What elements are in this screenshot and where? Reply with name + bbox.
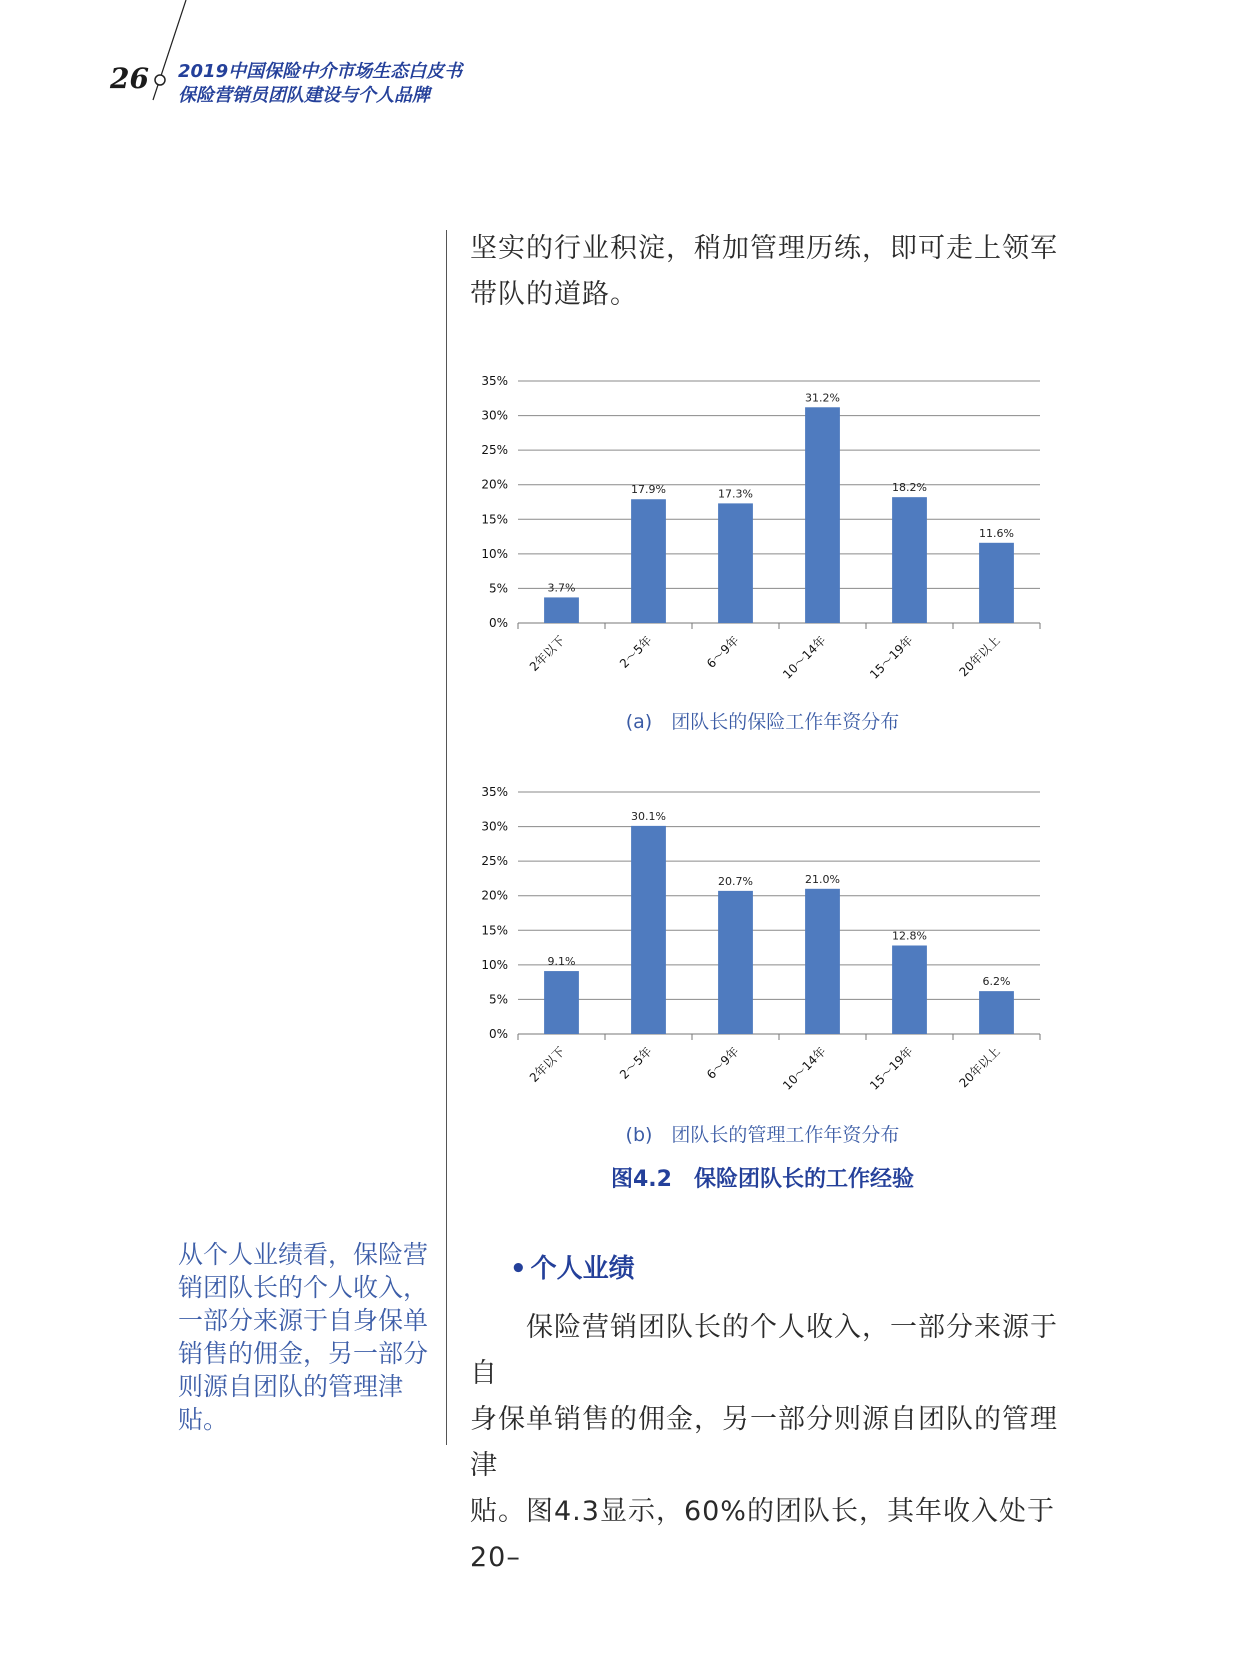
category-label: 2～5年 bbox=[616, 633, 655, 671]
caption-a: (a) 团队长的保险工作年资分布 bbox=[625, 711, 900, 733]
bar bbox=[631, 499, 666, 623]
data-label: 21.0% bbox=[805, 872, 840, 886]
bar bbox=[805, 889, 840, 1034]
intro-line-1: 坚实的行业积淀，稍加管理历练，即可走上领军 bbox=[470, 233, 1058, 264]
header-title-line2: 保险营销员团队建设与个人品牌 bbox=[178, 85, 430, 106]
bar bbox=[805, 407, 840, 623]
category-label: 20年以上 bbox=[956, 633, 1003, 680]
intro-paragraph bbox=[470, 226, 1060, 318]
y-tick-label: 25% bbox=[481, 443, 508, 458]
category-label: 2年以下 bbox=[526, 1044, 568, 1085]
y-tick-label: 35% bbox=[481, 374, 508, 388]
data-label: 12.8% bbox=[892, 929, 927, 943]
bar bbox=[544, 971, 579, 1034]
y-tick-label: 10% bbox=[481, 957, 508, 972]
data-label: 9.1% bbox=[547, 955, 576, 969]
caption-b: (b) 团队长的管理工作年资分布 bbox=[625, 1124, 900, 1146]
bar bbox=[892, 497, 927, 623]
y-tick-label: 15% bbox=[481, 923, 508, 938]
y-tick-label: 30% bbox=[481, 408, 508, 423]
bar bbox=[718, 891, 753, 1034]
bar bbox=[979, 991, 1014, 1034]
data-label: 18.2% bbox=[892, 481, 927, 495]
bar bbox=[979, 543, 1014, 623]
chart-b bbox=[460, 776, 1060, 1101]
body-line-2: 身保单销售的佣金，另一部分则源自团队的管理津 bbox=[470, 1404, 1058, 1481]
intro-line-2: 带队的道路。 bbox=[470, 279, 638, 310]
category-label: 6～9年 bbox=[703, 633, 742, 671]
y-tick-label: 35% bbox=[481, 785, 508, 799]
section-heading bbox=[510, 1248, 635, 1285]
body-line-1: 保险营销团队长的个人收入，一部分来源于自 bbox=[470, 1312, 1058, 1389]
y-tick-label: 10% bbox=[481, 546, 508, 561]
header-title-line1: 2019中国保险中介市场生态白皮书 bbox=[178, 61, 463, 82]
bar bbox=[718, 503, 753, 623]
y-tick-label: 0% bbox=[488, 616, 508, 630]
category-label: 2～5年 bbox=[616, 1044, 655, 1082]
category-label: 15～19年 bbox=[867, 1044, 916, 1093]
y-tick-label: 20% bbox=[481, 888, 508, 903]
category-label: 15～19年 bbox=[867, 633, 916, 682]
category-label: 20年以上 bbox=[956, 1044, 1003, 1091]
body-line-3: 贴。图4.3显示，60%的团队长，其年收入处于20– bbox=[470, 1496, 1055, 1573]
column-divider bbox=[446, 230, 447, 1445]
data-label: 3.7% bbox=[547, 581, 576, 595]
page-number: 26 bbox=[110, 62, 149, 95]
data-label: 11.6% bbox=[979, 526, 1014, 540]
section-heading-text: 个人业绩 bbox=[530, 1254, 635, 1284]
y-tick-label: 5% bbox=[488, 581, 508, 596]
y-tick-label: 25% bbox=[481, 854, 508, 869]
y-tick-label: 15% bbox=[481, 512, 508, 527]
category-label: 2年以下 bbox=[526, 633, 568, 674]
category-label: 10～14年 bbox=[780, 1044, 829, 1093]
data-label: 30.1% bbox=[631, 809, 666, 823]
data-label: 20.7% bbox=[718, 874, 753, 888]
bar bbox=[631, 826, 666, 1034]
data-label: 6.2% bbox=[982, 975, 1011, 989]
data-label: 17.3% bbox=[718, 487, 753, 501]
y-tick-label: 30% bbox=[481, 819, 508, 834]
bar bbox=[544, 597, 579, 623]
figure-title: 图4.2 保险团队长的工作经验 bbox=[611, 1167, 914, 1192]
y-tick-label: 5% bbox=[488, 992, 508, 1007]
data-label: 17.9% bbox=[631, 483, 666, 497]
category-label: 10～14年 bbox=[780, 633, 829, 682]
y-tick-label: 0% bbox=[488, 1027, 508, 1041]
body-paragraph bbox=[470, 1305, 1060, 1581]
data-label: 31.2% bbox=[805, 391, 840, 405]
chart-a bbox=[460, 365, 1060, 690]
running-header bbox=[178, 60, 462, 108]
category-label: 6～9年 bbox=[703, 1044, 742, 1082]
bar bbox=[892, 945, 927, 1034]
side-note: 从个人业绩看，保险营销团队长的个人收入，一部分来源于自身保单销售的佣金，另一部分则源自团队的管理津贴。 bbox=[178, 1240, 429, 1434]
bullet-icon: • bbox=[510, 1254, 527, 1284]
header-decoration bbox=[0, 0, 200, 110]
y-tick-label: 20% bbox=[481, 477, 508, 492]
